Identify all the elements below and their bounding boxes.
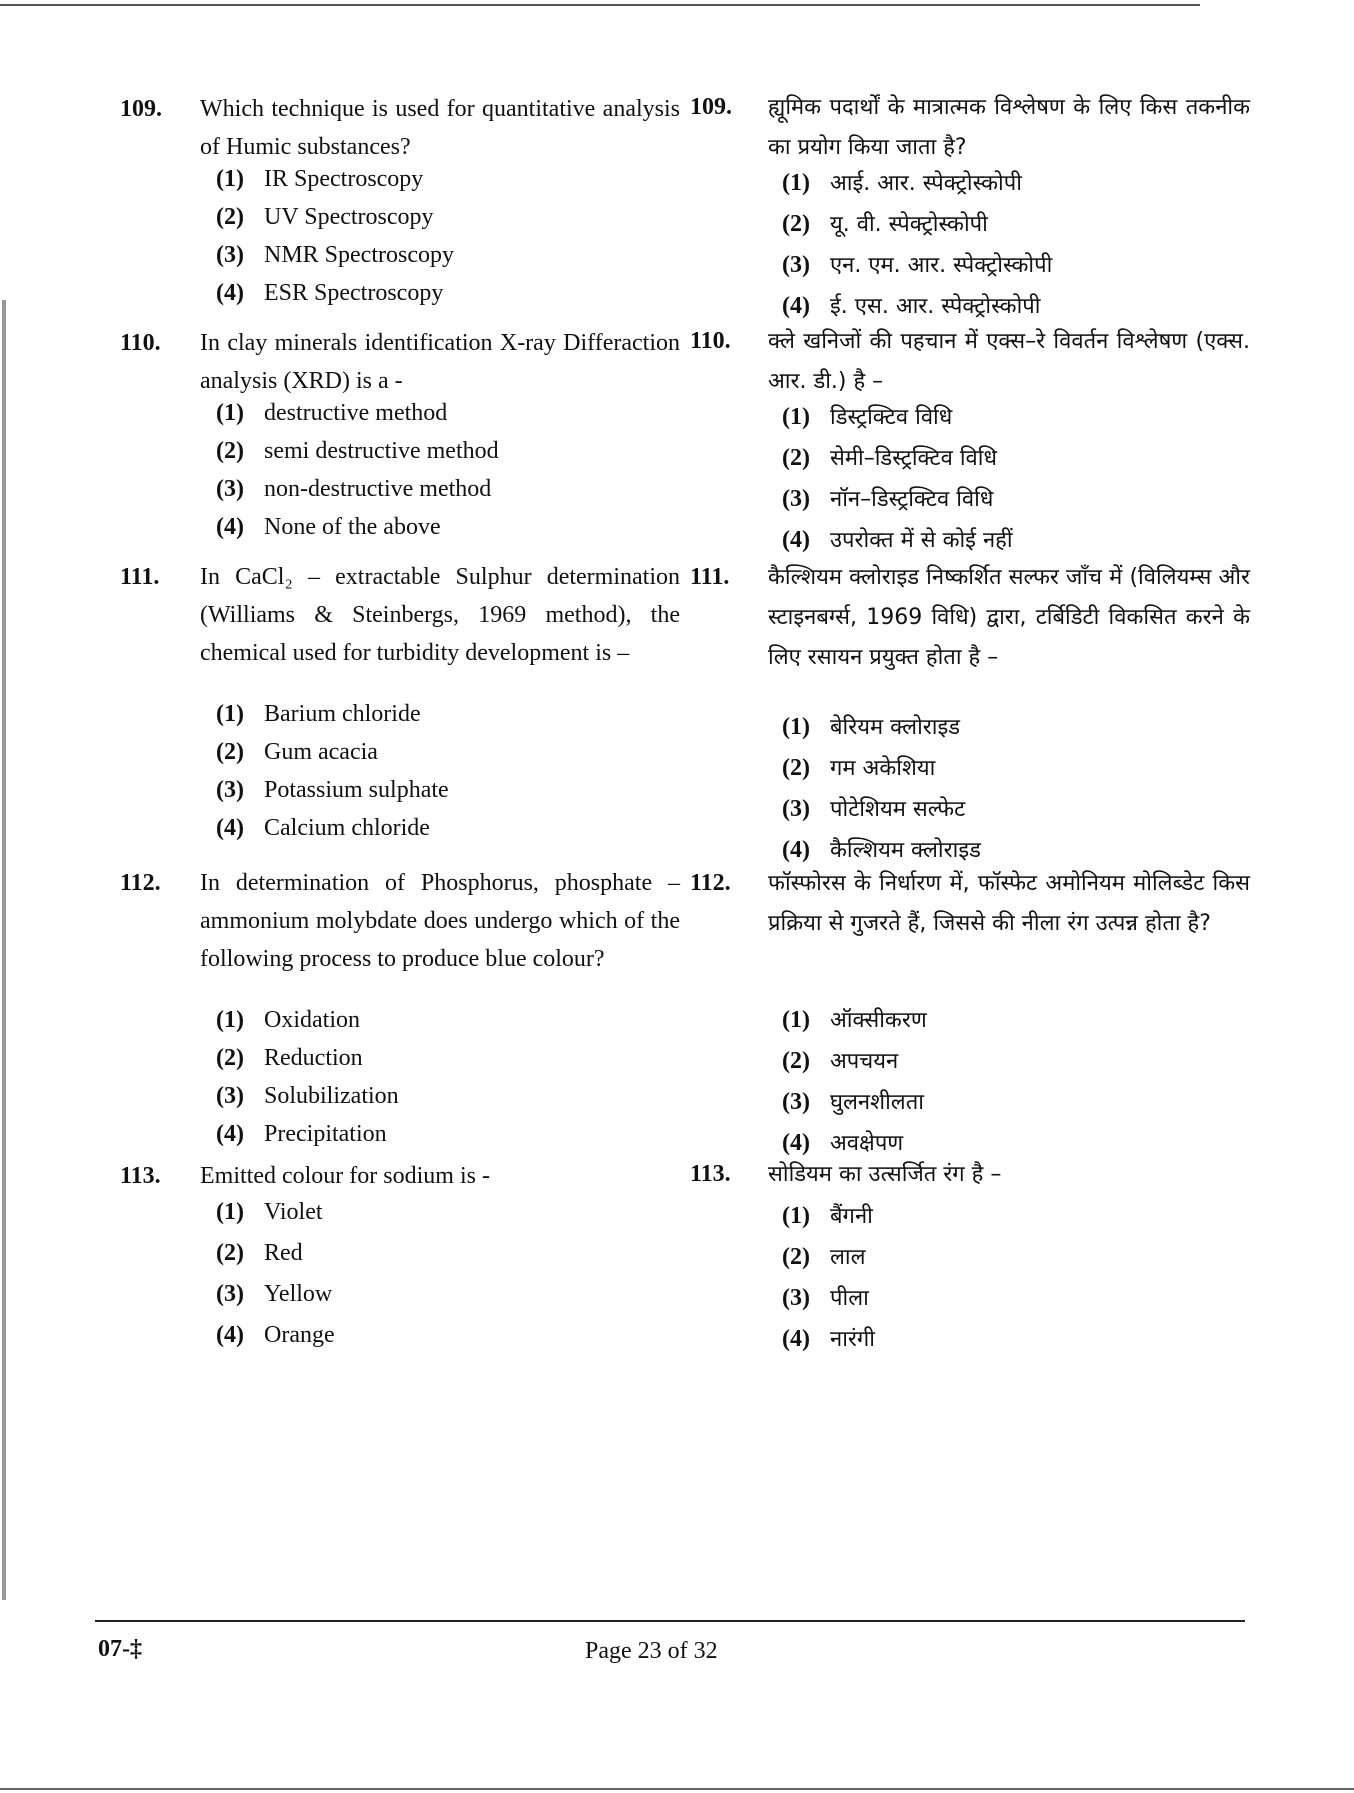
option-number: (1) — [216, 166, 244, 192]
option-number: (1) — [782, 1203, 810, 1229]
option — [782, 289, 1040, 324]
option-text: आई. आर. स्पेक्ट्रोस्कोपी — [830, 171, 1022, 196]
option-number: (3) — [782, 796, 810, 822]
option — [216, 162, 423, 196]
page-number: Page 23 of 32 — [585, 1638, 718, 1664]
option — [216, 1117, 387, 1151]
option — [782, 248, 1052, 283]
option-text: लाल — [830, 1245, 866, 1270]
top-border — [0, 4, 1200, 6]
option — [216, 472, 491, 506]
question-number: 109. — [690, 94, 732, 120]
question-number: 113. — [690, 1161, 731, 1187]
option-number: (2) — [782, 755, 810, 781]
booklet-code: 07-‡ — [98, 1636, 142, 1662]
option-text: नारंगी — [830, 1327, 875, 1352]
option-number: (1) — [782, 404, 810, 430]
option-number: (3) — [782, 1285, 810, 1311]
option — [782, 441, 997, 476]
option-text: UV Spectroscopy — [264, 204, 434, 230]
option — [216, 396, 447, 430]
option-text: ई. एस. आर. स्पेक्ट्रोस्कोपी — [830, 294, 1041, 319]
option-text: Calcium chloride — [264, 815, 430, 841]
option-number: (2) — [216, 438, 244, 464]
question-text: ह्यूमिक पदार्थों के मात्रात्मक विश्लेषण के लिए किस तकनीक का प्रयोग किया जाता है? — [768, 95, 1250, 160]
option — [782, 1003, 927, 1038]
option — [782, 833, 981, 868]
option-text: Oxidation — [264, 1007, 360, 1033]
option — [216, 200, 434, 234]
option-text: non-destructive method — [264, 476, 492, 502]
option — [216, 697, 421, 731]
question-number: 110. — [690, 328, 731, 354]
option-number: (2) — [782, 445, 810, 471]
option-text: Orange — [264, 1322, 335, 1348]
bottom-border — [0, 1788, 1354, 1790]
option-number: (1) — [782, 170, 810, 196]
question-text: कैल्शियम क्लोराइड निष्कर्शित सल्फर जाँच में (विलियम्स और स्टाइनबर्ग्स, 1969 विधि) द्वारा, टर्बिडिटी विकसित करने के लिए रसायन प्रयुक्त होता है – — [768, 565, 1250, 670]
question-number: 113. — [120, 1163, 161, 1189]
question-number: 110. — [120, 330, 161, 356]
option-number: (1) — [782, 1007, 810, 1033]
scan-edge — [2, 300, 6, 1600]
option-text: पीला — [830, 1286, 869, 1311]
option — [216, 1236, 303, 1270]
question-text: सोडियम का उत्सर्जित रंग है – — [768, 1162, 1002, 1187]
question-number: 112. — [690, 870, 731, 896]
option — [216, 811, 430, 845]
option-number: (3) — [216, 1083, 244, 1109]
option — [782, 1240, 866, 1275]
option — [216, 276, 443, 310]
option-number: (2) — [216, 204, 244, 230]
option-text: None of the above — [264, 514, 441, 540]
option — [782, 400, 952, 435]
option — [782, 710, 960, 745]
question-text: In clay minerals identification X-ray Differaction analysis (XRD) is a - — [200, 330, 680, 394]
option-number: (4) — [216, 1322, 244, 1348]
option — [216, 1003, 360, 1037]
option-text: एन. एम. आर. स्पेक्ट्रोस्कोपी — [830, 253, 1053, 278]
option-text: Violet — [264, 1199, 323, 1225]
option-number: (4) — [782, 1326, 810, 1352]
option — [782, 482, 993, 517]
option-text: अवक्षेपण — [830, 1131, 904, 1156]
option-number: (1) — [216, 701, 244, 727]
option-text: बेरियम क्लोराइड — [830, 715, 961, 740]
question-number: 112. — [120, 870, 161, 896]
option-number: (4) — [782, 527, 810, 553]
option-text: यू. वी. स्पेक्ट्रोस्कोपी — [830, 212, 988, 237]
option — [782, 1322, 875, 1357]
option-number: (2) — [216, 1240, 244, 1266]
option-number: (4) — [782, 293, 810, 319]
option-number: (2) — [216, 1045, 244, 1071]
option — [216, 735, 378, 769]
option-number: (3) — [216, 1281, 244, 1307]
option — [216, 1277, 332, 1311]
question-text: In determination of Phosphorus, phosphate – ammonium molybdate does undergo which of the following process to produce blue colour? — [200, 870, 680, 972]
option-number: (1) — [216, 1007, 244, 1033]
option — [216, 1041, 363, 1075]
option — [216, 773, 449, 807]
question-number: 111. — [120, 564, 160, 590]
option-text: NMR Spectroscopy — [264, 242, 454, 268]
option — [782, 1044, 898, 1079]
option — [216, 1079, 399, 1113]
option-text: बैंगनी — [830, 1204, 873, 1229]
option-number: (4) — [782, 837, 810, 863]
option — [216, 434, 499, 468]
option — [782, 207, 988, 242]
option-number: (3) — [782, 1089, 810, 1115]
option-text: नॉन–डिस्ट्रक्टिव विधि — [830, 487, 994, 512]
option-number: (2) — [216, 739, 244, 765]
question-text: क्ले खनिजों की पहचान में एक्स–रे विवर्तन विश्लेषण (एक्स. आर. डी.) है – — [768, 329, 1250, 394]
option-number: (4) — [216, 815, 244, 841]
option-number: (2) — [782, 1244, 810, 1270]
option — [216, 510, 441, 544]
question-text: Which technique is used for quantitative analysis of Humic substances? — [200, 96, 680, 160]
option-text: गम अकेशिया — [830, 756, 936, 781]
option-number: (1) — [782, 714, 810, 740]
option-number: (3) — [782, 252, 810, 278]
option-text: डिस्ट्रक्टिव विधि — [830, 405, 953, 430]
option — [782, 166, 1022, 201]
option — [782, 792, 965, 827]
option — [782, 523, 1013, 558]
option — [216, 1195, 323, 1229]
option-text: उपरोक्त में से कोई नहीं — [830, 528, 1013, 553]
option-text: IR Spectroscopy — [264, 166, 424, 192]
option-number: (3) — [216, 476, 244, 502]
option-text: Solubilization — [264, 1083, 399, 1109]
option-text: Reduction — [264, 1045, 363, 1071]
option-number: (1) — [216, 400, 244, 426]
question-number: 109. — [120, 96, 162, 122]
option-text: घुलनशीलता — [830, 1090, 924, 1115]
option-text: ऑक्सीकरण — [830, 1008, 927, 1033]
question-text: In CaCl₂ – extractable Sulphur determination (Williams & Steinbergs, 1969 method), the chemical used for turbidity development is – — [200, 564, 680, 666]
option-text: कैल्शियम क्लोराइड — [830, 838, 981, 863]
option-text: सेमी–डिस्ट्रक्टिव विधि — [830, 446, 997, 471]
option-number: (3) — [216, 777, 244, 803]
option-number: (4) — [216, 1121, 244, 1147]
option-text: Red — [264, 1240, 303, 1266]
option-text: ESR Spectroscopy — [264, 280, 444, 306]
option-text: semi destructive method — [264, 438, 499, 464]
option-text: Precipitation — [264, 1121, 387, 1147]
question-text: फॉस्फोरस के निर्धारण में, फॉस्फेट अमोनियम मोलिब्डेट किस प्रक्रिया से गुजरते हैं, जिससे की नीला रंग उत्पन्न होता है? — [768, 871, 1250, 936]
option-number: (2) — [782, 211, 810, 237]
option — [782, 1199, 873, 1234]
option-text: Barium chloride — [264, 701, 421, 727]
option-number: (2) — [782, 1048, 810, 1074]
footer-divider — [95, 1620, 1245, 1622]
option-text: पोटेशियम सल्फेट — [830, 797, 966, 822]
option-number: (4) — [216, 280, 244, 306]
option-number: (3) — [216, 242, 244, 268]
question-text: Emitted colour for sodium is - — [200, 1163, 490, 1189]
option — [216, 238, 454, 272]
option-number: (4) — [782, 1130, 810, 1156]
option — [216, 1318, 335, 1352]
option — [782, 1281, 869, 1316]
option — [782, 751, 935, 786]
option-text: अपचयन — [830, 1049, 899, 1074]
option-text: Potassium sulphate — [264, 777, 449, 803]
option-number: (4) — [216, 514, 244, 540]
question-number: 111. — [690, 564, 730, 590]
option-number: (1) — [216, 1199, 244, 1225]
option-number: (3) — [782, 486, 810, 512]
option-text: destructive method — [264, 400, 448, 426]
option-text: Yellow — [264, 1281, 333, 1307]
option — [782, 1085, 924, 1120]
option-text: Gum acacia — [264, 739, 378, 765]
